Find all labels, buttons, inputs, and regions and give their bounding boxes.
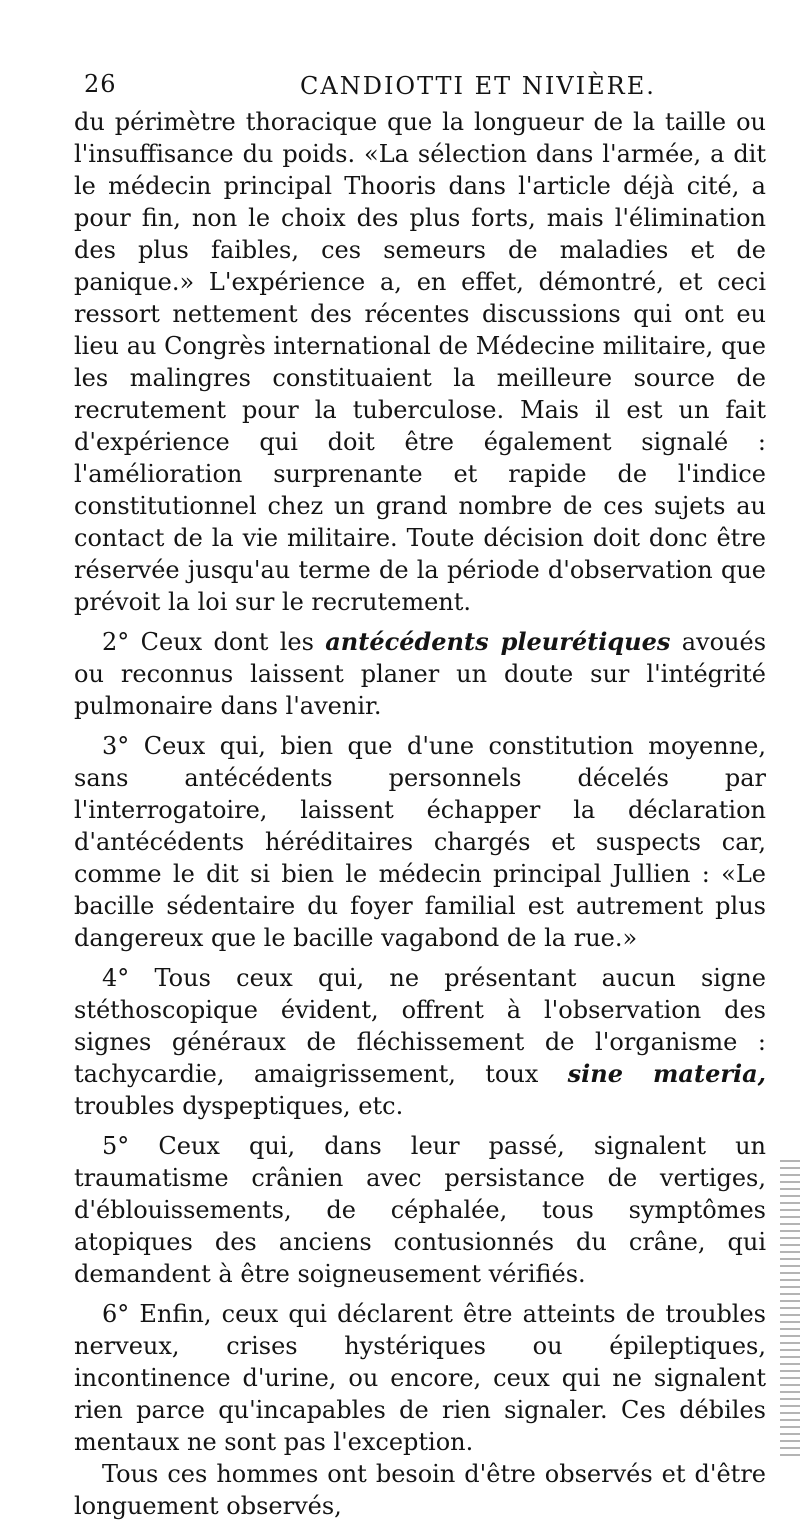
running-title: CANDIOTTI ET NIVIÈRE. [300,72,656,100]
emphasized-term: sine materia, [567,1059,766,1088]
paragraph-continuation: du périmètre thoracique que la longueur de la taille ou l'insuffisance du poids. «La sélection dans l'armée, a dit le médecin principal Thooris dans l'article déjà cité, a pour fin, non le choix des plus forts, mais l'élimination des plus faibles, ces semeurs de maladies et de panique.» L'expérience a, en effet, démontré, et ceci ressort nettement des récentes discussions qui ont eu lieu au Congrès international de Médecine militaire, que les malingres constituaient la meilleure source de recrutement pour la tuberculose. Mais il est un fait d'expérience qui doit être également signalé : l'amélioration surprenante et rapide de l'indice constitutionnel chez un grand nombre de ces sujets au contact de la vie militaire. Toute décision doit donc être réservée jusqu'au terme de la période d'observation que prévoit la loi sur le recrutement. [74,108,766,616]
page-number: 26 [84,70,117,98]
scan-edge-noise [780,1160,800,1460]
paragraph-item-5: 5° Ceux qui, dans leur passé, signalent un traumatisme crânien avec persistance de vertiges, d'éblouissements, de céphalée, tous symptômes atopiques des anciens contusionnés du crâne, qui demandent à être soigneusement vérifiés. [74,1132,766,1288]
paragraph-item-2 [74,626,766,722]
paragraph-item-6: 6° Enfin, ceux qui déclarent être atteints de troubles nerveux, crises hystériques ou épileptiques, incontinence d'urine, ou encore, ceux qui ne signalent rien parce qu'incapables de rien signaler. Ces débiles mentaux ne sont pas l'exception. [74,1300,766,1456]
paragraph-item-3: 3° Ceux qui, bien que d'une constitution moyenne, sans antécédents personnels décelés par l'interrogatoire, laissent échapper la déclaration d'antécédents héréditaires chargés et suspects car, comme le dit si bien le médecin principal Jullien : «Le bacille sédentaire du foyer familial est autrement plus dangereux que le bacille vagabond de la rue.» [74,732,766,952]
emphasized-term: antécédents pleurétiques [325,627,671,656]
paragraph-closing: Tous ces hommes ont besoin d'être observés et d'être longuement observés, [74,1460,766,1520]
paragraph-item-2-start: 2° Ceux dont les [102,628,326,656]
paragraph-item-4-end: troubles dyspeptiques, etc. [74,1092,404,1120]
body-text [74,106,766,1522]
paragraph-item-4 [74,962,766,1122]
paragraph-item-2-end: avoués ou reconnus laissent planer un doute sur l'intégrité pulmonaire dans l'avenir. [74,628,767,720]
paragraph-item-4-start: 4° Tous ceux qui, ne présentant aucun signe stéthoscopique évident, offrent à l'observation des signes généraux de fléchissement de l'organisme : tachycardie, amaigrissement, toux [74,964,766,1088]
